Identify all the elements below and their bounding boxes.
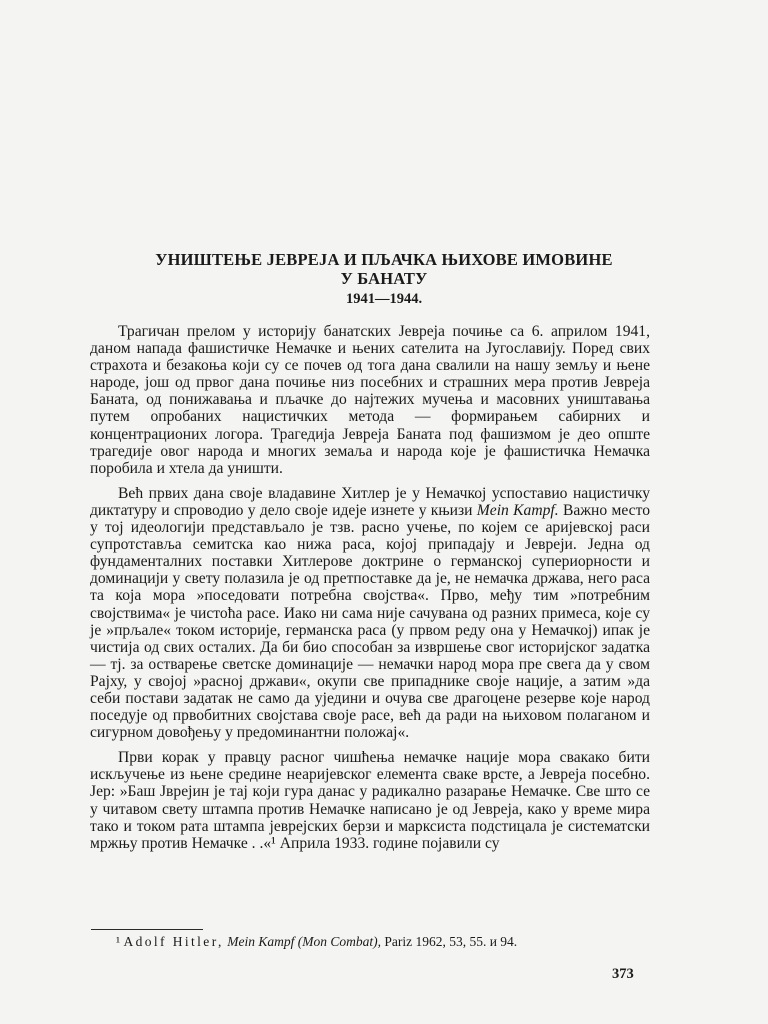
body-text: [90, 323, 650, 860]
chapter-date-range: 1941—1944.: [345, 291, 423, 307]
chapter-title: [100, 250, 668, 288]
paragraph-2-text-b: Важно место у тој идеологији представљало је тзв. расно учење, по којем се аријевској раси супротстављa семитска као нижа раса, којој припадају и Јевреји. Једна од фундаменталних поставки Хитлерове доктрине о германској супериорности и доминацији у свету полазила је од претпоставке да је, не немачка држава, него раса та која мора »поседовати потребна својства«. Прво, међу тим »потребним својствима« је чистоћа расе. Иако ни сама није сачувана од разних примеса, које су је »прљале« током историје, германска раса (у првом реду она у Немачкој) ипак је чистија од свих осталих. Да би био способан за извршење свог историјског задатка — тј. за остварење светске доминације — немачки народ мора пре свега да у свом Рајху, у својој »расној држави«, окупи све припаднике своје нације, а затим »да себи постави задатак не само да уједини и очува све драгоцене резерве које народ поседује од првобитних својстава своје расе, већ да ради на њиховом полаганом и сигурном довођењу у предоминантни положај«.: [90, 501, 650, 742]
paragraph-2-book-title: Mein Kampf.: [476, 501, 559, 519]
footnote: [116, 934, 656, 950]
paragraph-3: Први корак у правцу расног чишћења немачке нације мора свакако бити искључење из њене средине неаријевског елемента сваке врсте, а Јевреја посебно. Јер: »Баш Јврејин је тај који гура данас у радикално разарање Немачке. Све што се у читавом свету штампа против Немачке написано је од Јевреја, како у време мира тако и током рата штампа јеврејских берзи и марксиста подстицала је систематски мржњу против Немачке . .«¹ Априла 1933. године појавили су: [90, 749, 650, 852]
paragraph-1: Трагичан прелом у историју банатских Јевреја почиње са 6. априлом 1941, даном напада фашистичке Немачке и њених сателита на Југославију. Поред свих страхота и безакоња који су се почев од тога дана свалили на нашу земљу и њене народе, још од првог дана почиње низ посебних и страшних мера против Јевреја Баната, од понижавања и пљачке до најтежих мучења и масовних уништавања путем опробаних нацистичких метода — формирањем сабирних и концентрационих логора. Трагедија Јевреја Баната под фашизмом је део опште трагедије овог народа и многих земаља и народа које је фашистичка Немачка поробила и хтела да уништи.: [90, 323, 650, 477]
footnote-marker: ¹: [116, 934, 121, 949]
footnote-work: Mein Kampf (Mon Combat),: [227, 934, 381, 949]
footnote-author: Adolf Hitler,: [123, 934, 224, 949]
paragraph-2: [90, 485, 650, 741]
chapter-title-line-2: У БАНАТУ: [340, 269, 428, 288]
footnote-divider: [91, 929, 203, 930]
footnote-details: Pariz 1962, 53, 55. и 94.: [384, 934, 518, 949]
page-number: 373: [612, 966, 634, 982]
paragraph-2-text-a: Већ првих дана своје владавине Хитлер је у Немачкој успоставио нацистичку диктатуру и спроводио у дело своје идеје изнете у књизи: [90, 484, 650, 519]
chapter-title-line-1: УНИШТЕЊЕ ЈЕВРЕЈА И ПЉАЧКА ЊИХОВЕ ИМОВИНЕ: [155, 250, 613, 269]
